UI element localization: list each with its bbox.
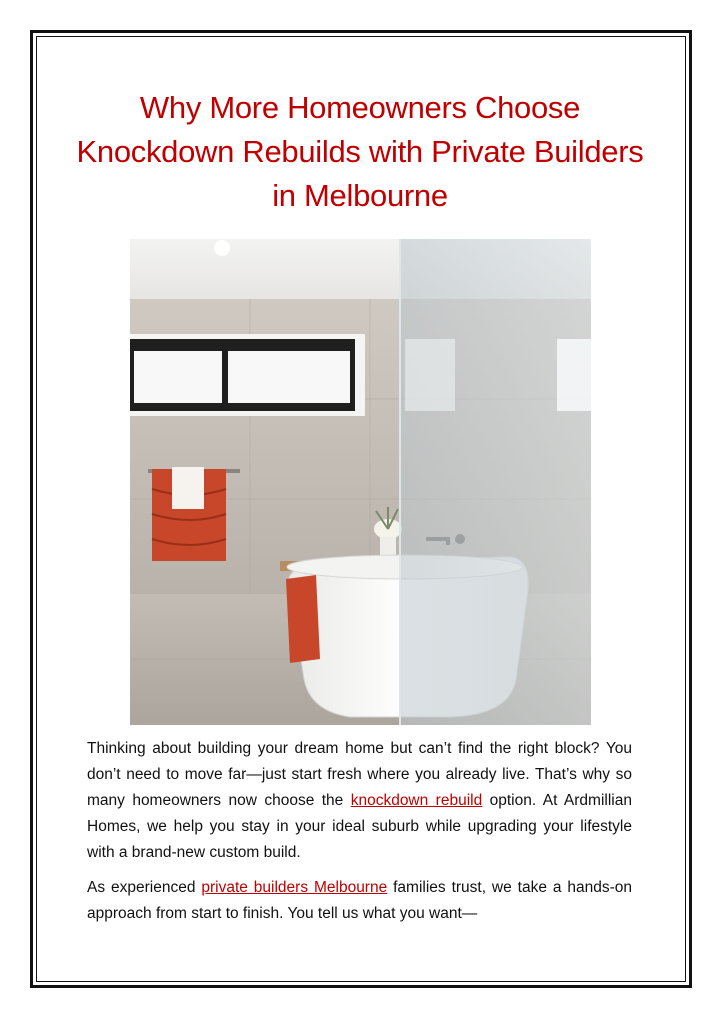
- paragraph2-text-before: As experienced: [87, 879, 202, 896]
- knockdown-rebuild-link[interactable]: knockdown rebuild: [350, 792, 483, 809]
- paragraph-builders: [87, 875, 632, 927]
- paragraph2-text-after: families trust, we take a hands-on approach from start to finish. You tell us what you want—: [87, 879, 633, 922]
- title-line-3: in Melbourne: [272, 178, 448, 213]
- bathroom-photo: [130, 239, 591, 725]
- private-builders-link[interactable]: private builders Melbourne: [201, 879, 388, 896]
- title-line-2: Knockdown Rebuilds with Private Builders: [76, 134, 644, 169]
- paragraph1-text-after: option. At Ardmillian Homes, we help you stay in your ideal suburb while upgrading your lifestyle with a brand-new custom build.: [87, 792, 632, 861]
- paragraph-intro: [87, 736, 632, 866]
- body-content: [87, 736, 632, 936]
- title-line-1: Why More Homeowners Choose: [139, 90, 581, 125]
- paragraph1-text-before: Thinking about building your dream home but can’t find the right block? You don’t need to move far—just start fresh where you already live. That’s why so many homeowners now choose the: [87, 740, 632, 809]
- document-title: [60, 86, 660, 218]
